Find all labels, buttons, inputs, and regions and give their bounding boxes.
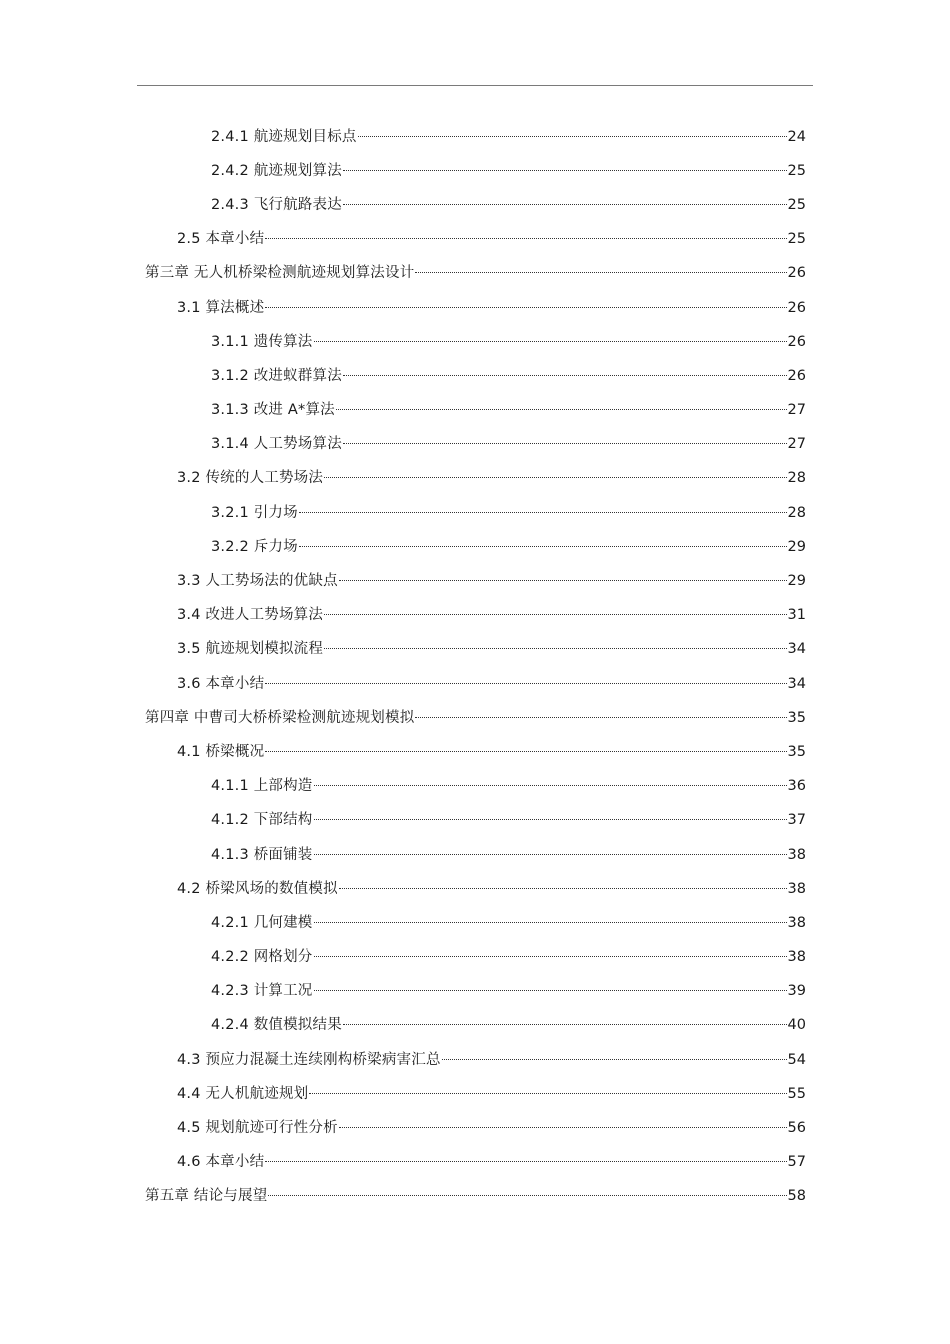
toc-entry-line	[211, 398, 950, 419]
toc-entry-line	[177, 227, 950, 248]
toc-dot-leader	[265, 751, 786, 752]
toc-page-number: 34	[787, 675, 806, 692]
toc-section-entry[interactable]	[0, 1041, 950, 1075]
toc-entry-title: 4.2.1 几何建模	[211, 914, 313, 931]
toc-entry-line	[211, 843, 950, 864]
toc-page-number: 57	[787, 1154, 806, 1171]
toc-entry-title: 2.4.1 航迹规划目标点	[211, 128, 357, 145]
toc-entry-title: 3.2.1 引力场	[211, 504, 298, 521]
toc-entry-line	[177, 1116, 950, 1137]
toc-page-number: 26	[787, 367, 806, 384]
toc-dot-leader	[343, 170, 787, 171]
toc-dot-leader	[309, 1093, 786, 1094]
toc-page-number: 38	[787, 846, 806, 863]
toc-section-entry[interactable]	[0, 665, 950, 699]
toc-section-entry[interactable]	[0, 186, 950, 220]
toc-entry-title: 4.1.2 下部结构	[211, 812, 313, 829]
toc-entry-title: 3.1.2 改进蚁群算法	[211, 367, 342, 384]
toc-dot-leader	[442, 1059, 787, 1060]
toc-section-entry[interactable]	[0, 460, 950, 494]
toc-dot-leader	[314, 922, 787, 923]
toc-entry-line	[177, 466, 950, 487]
toc-section-entry[interactable]	[0, 392, 950, 426]
toc-entry-line	[211, 535, 950, 556]
toc-entry-line	[177, 1048, 950, 1069]
toc-entry-line	[177, 637, 950, 658]
toc-dot-leader	[343, 443, 787, 444]
toc-section-entry[interactable]	[0, 118, 950, 152]
toc-page-number: 37	[787, 812, 806, 829]
toc-entry-title: 第三章 无人机桥梁检测航迹规划算法设计	[145, 265, 415, 282]
toc-dot-leader	[324, 648, 786, 649]
toc-page-number: 38	[787, 949, 806, 966]
toc-section-entry[interactable]	[0, 1144, 950, 1178]
toc-entry-line	[177, 1082, 950, 1103]
toc-entry-line	[211, 1013, 950, 1034]
toc-entry-title: 4.2 桥梁风场的数值模拟	[177, 880, 338, 897]
toc-entry-line	[177, 877, 950, 898]
toc-page-number: 25	[787, 231, 806, 248]
toc-entry-line	[145, 706, 950, 727]
toc-entry-title: 3.1.4 人工势场算法	[211, 436, 342, 453]
toc-entry-line	[145, 261, 950, 282]
toc-dot-leader	[336, 409, 787, 410]
toc-dot-leader	[343, 204, 787, 205]
toc-page-number: 39	[787, 983, 806, 1000]
toc-section-entry[interactable]	[0, 904, 950, 938]
toc-entry-title: 第四章 中曹司大桥桥梁检测航迹规划模拟	[145, 709, 415, 726]
toc-entry-line	[211, 979, 950, 1000]
toc-section-entry[interactable]	[0, 836, 950, 870]
toc-section-entry[interactable]	[0, 1007, 950, 1041]
toc-page-number: 25	[787, 162, 806, 179]
toc-chapter-entry[interactable]	[0, 699, 950, 733]
toc-entry-title: 4.6 本章小结	[177, 1154, 265, 1171]
toc-dot-leader	[265, 1161, 786, 1162]
toc-entry-line	[211, 432, 950, 453]
toc-entry-title: 3.6 本章小结	[177, 675, 265, 692]
toc-entry-title: 3.5 航迹规划模拟流程	[177, 641, 324, 658]
toc-page-number: 29	[787, 573, 806, 590]
toc-entry-title: 第五章 结论与展望	[145, 1188, 268, 1205]
header-rule	[137, 85, 813, 86]
toc-section-entry[interactable]	[0, 870, 950, 904]
toc-section-entry[interactable]	[0, 631, 950, 665]
toc-section-entry[interactable]	[0, 152, 950, 186]
toc-entry-title: 3.1.1 遗传算法	[211, 333, 313, 350]
toc-entry-line	[177, 569, 950, 590]
toc-dot-leader	[324, 614, 786, 615]
toc-entry-line	[211, 945, 950, 966]
toc-dot-leader	[415, 272, 786, 273]
toc-entry-line	[211, 774, 950, 795]
toc-entry-line	[211, 808, 950, 829]
toc-dot-leader	[299, 512, 787, 513]
toc-section-entry[interactable]	[0, 939, 950, 973]
toc-dot-leader	[339, 1127, 787, 1128]
toc-page-number: 55	[787, 1085, 806, 1102]
toc-page-number: 56	[787, 1120, 806, 1137]
toc-dot-leader	[314, 854, 787, 855]
toc-section-entry[interactable]	[0, 221, 950, 255]
toc-dot-leader	[324, 477, 786, 478]
toc-entry-line	[211, 125, 950, 146]
toc-entry-title: 4.5 规划航迹可行性分析	[177, 1120, 338, 1137]
toc-dot-leader	[314, 341, 787, 342]
toc-page-number: 25	[787, 196, 806, 213]
toc-page-number: 34	[787, 641, 806, 658]
toc-entry-title: 3.3 人工势场法的优缺点	[177, 573, 338, 590]
toc-dot-leader	[314, 819, 787, 820]
toc-page-number: 35	[787, 709, 806, 726]
toc-page-number: 26	[787, 333, 806, 350]
toc-dot-leader	[358, 136, 787, 137]
toc-page-number: 38	[787, 880, 806, 897]
toc-entry-title: 2.5 本章小结	[177, 231, 265, 248]
toc-section-entry[interactable]	[0, 494, 950, 528]
toc-dot-leader	[339, 580, 787, 581]
toc-page-number: 31	[787, 607, 806, 624]
toc-section-entry[interactable]	[0, 802, 950, 836]
toc-entry-title: 4.2.2 网格划分	[211, 949, 313, 966]
toc-entry-line	[177, 672, 950, 693]
toc-page-number: 36	[787, 778, 806, 795]
toc-section-entry[interactable]	[0, 973, 950, 1007]
toc-page-number: 27	[787, 402, 806, 419]
toc-section-entry[interactable]	[0, 1109, 950, 1143]
toc-page-number: 28	[787, 504, 806, 521]
toc-dot-leader	[265, 307, 786, 308]
toc-chapter-entry[interactable]	[0, 255, 950, 289]
table-of-contents	[0, 118, 950, 1212]
toc-page-number: 24	[787, 128, 806, 145]
toc-entry-line	[211, 159, 950, 180]
toc-page-number: 27	[787, 436, 806, 453]
toc-entry-title: 2.4.2 航迹规划算法	[211, 162, 342, 179]
toc-entry-title: 4.1.3 桥面铺装	[211, 846, 313, 863]
toc-entry-line	[145, 1184, 950, 1205]
toc-section-entry[interactable]	[0, 1075, 950, 1109]
toc-section-entry[interactable]	[0, 733, 950, 767]
toc-section-entry[interactable]	[0, 562, 950, 596]
toc-section-entry[interactable]	[0, 528, 950, 562]
toc-dot-leader	[268, 1195, 786, 1196]
toc-dot-leader	[299, 546, 787, 547]
toc-entry-title: 4.2.4 数值模拟结果	[211, 1017, 342, 1034]
toc-entry-line	[211, 911, 950, 932]
toc-page-number: 58	[787, 1188, 806, 1205]
toc-entry-line	[177, 1150, 950, 1171]
toc-section-entry[interactable]	[0, 323, 950, 357]
toc-page-number: 29	[787, 538, 806, 555]
toc-section-entry[interactable]	[0, 357, 950, 391]
toc-entry-title: 3.4 改进人工势场算法	[177, 607, 324, 624]
toc-entry-title: 4.1.1 上部构造	[211, 778, 313, 795]
toc-dot-leader	[314, 990, 787, 991]
toc-dot-leader	[415, 717, 786, 718]
toc-entry-line	[177, 296, 950, 317]
toc-page-number: 26	[787, 299, 806, 316]
toc-entry-line	[211, 193, 950, 214]
toc-page-number: 35	[787, 743, 806, 760]
toc-entry-line	[211, 364, 950, 385]
toc-section-entry[interactable]	[0, 768, 950, 802]
toc-entry-title: 4.3 预应力混凝土连续刚构桥梁病害汇总	[177, 1051, 441, 1068]
toc-entry-title: 3.2 传统的人工势场法	[177, 470, 324, 487]
toc-dot-leader	[265, 683, 786, 684]
toc-dot-leader	[339, 888, 787, 889]
toc-entry-line	[177, 740, 950, 761]
toc-dot-leader	[343, 1024, 787, 1025]
toc-entry-title: 2.4.3 飞行航路表达	[211, 196, 342, 213]
toc-entry-title: 4.2.3 计算工况	[211, 983, 313, 1000]
toc-dot-leader	[314, 785, 787, 786]
toc-entry-line	[211, 501, 950, 522]
toc-entry-line	[177, 603, 950, 624]
toc-entry-title: 3.1.3 改进 A*算法	[211, 402, 335, 419]
toc-page-number: 28	[787, 470, 806, 487]
toc-section-entry[interactable]	[0, 426, 950, 460]
toc-page-number: 38	[787, 914, 806, 931]
toc-dot-leader	[343, 375, 787, 376]
toc-page-number: 26	[787, 265, 806, 282]
toc-section-entry[interactable]	[0, 597, 950, 631]
toc-entry-title: 3.1 算法概述	[177, 299, 265, 316]
toc-page-number: 54	[787, 1051, 806, 1068]
toc-page-number: 40	[787, 1017, 806, 1034]
toc-dot-leader	[265, 238, 786, 239]
toc-entry-title: 3.2.2 斥力场	[211, 538, 298, 555]
toc-section-entry[interactable]	[0, 289, 950, 323]
toc-entry-line	[211, 330, 950, 351]
toc-entry-title: 4.1 桥梁概况	[177, 743, 265, 760]
toc-chapter-entry[interactable]	[0, 1178, 950, 1212]
toc-entry-title: 4.4 无人机航迹规划	[177, 1085, 309, 1102]
toc-dot-leader	[314, 956, 787, 957]
